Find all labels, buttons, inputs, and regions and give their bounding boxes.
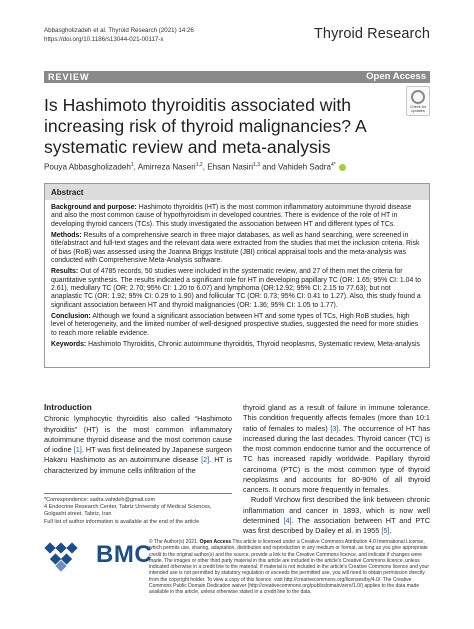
introduction-paragraph: Chronic lymphocytic thyroiditis also called “Hashimoto thyroiditis” (HT) is the most common inflammatory autoimmune thyroid disease and the most common cause of iodine [1]. HT was first delineated by Japanese surgeon Hakaru Hashimoto as an autoimmune disease [2]. HT is characterized by immune cells infiltration of the xyxy=(44,414,232,475)
right-column xyxy=(243,403,430,536)
abstract-heading: Abstract xyxy=(45,184,429,200)
citation-link[interactable]: [3] xyxy=(330,423,339,433)
correspondence-footnote: *Correspondence: sadra.vahideh@gmail.com 4 Endocrine Research Center, Tabriz University of Medical Sciences, Golgasht street, Tabriz, Iran Full list of author information is available at the end of the article xyxy=(44,493,232,526)
citation-link[interactable]: [4] xyxy=(283,515,292,525)
abstract-box xyxy=(44,183,430,368)
abstract-results: Results: Out of 4785 records, 50 studies were included in the systematic review, and 27 of them met the criteria for quantitative synthesis. The results indicated a significant role for HT in developing papillary TC (OR: 1.65; 95% CI: 1.04 to 2.61), medullary TC (OR: 2.70; 95% CI: 1.20 to 6.07) and lymphoma (OR:12.92; 95% CI: 2.15 to 77.63); but not anaplastic TC (OR: 1.92; 95% CI: 0.29 to 1.90) and follicular TC (OR: 0.73; 95% CI: 0.41 to 1.27). Also, this study found a significant association between HT and thyroid malignancies (OR: 1.36; 95% CI: 1.05 to 1.77). xyxy=(51,268,421,309)
citation-link[interactable]: [2] xyxy=(201,455,210,465)
author-name: Pouya Abbasgholizadeh xyxy=(44,162,131,172)
author-name: Vahideh Sadra xyxy=(278,162,331,172)
orcid-icon[interactable] xyxy=(339,164,346,171)
abstract-body xyxy=(45,200,429,350)
citation-link[interactable]: [1] xyxy=(73,445,82,454)
body-paragraph: thyroid gland as a result of failure in immune tolerance. This condition frequently affects females (more than 10:1 ratio of females to males) [3]. The occurrence of HT has increased during the last decades. Thyroid cancer (TC) is the most common endocrine tumor and the occurrence of TC has increased rapidly worldwide. Papillary thyroid carcinoma (PTC) is the most common type of thyroid neoplasms and accounts for 80-90% of all thyroid cancers. It occurs more frequently in females. xyxy=(243,403,430,494)
author-name: Amirreza Naseri xyxy=(137,162,196,172)
journal-name: Thyroid Research xyxy=(313,26,430,42)
article-title: Is Hashimoto thyroiditis associated with increasing risk of thyroid malignancies? A systematic review and meta-analysis xyxy=(44,95,366,157)
abstract-background: Background and purpose: Hashimoto thyroiditis (HT) is the most common inflammatory autoimmune thyroid disease and also the most common cause of hypothyroidism in developed countries. There is evidence of the role of HT in developing thyroid cancers (TCs). This study investigated the association between HT and different types of TCs. xyxy=(51,204,412,228)
author-name: Ehsan Nasiri xyxy=(207,162,254,172)
abstract-keywords: Keywords: Hashimoto Thyroiditis, Chronic autoimmune thyroiditis, Thyroid neoplasms, Systematic review, Meta-analysis xyxy=(51,341,420,349)
left-column xyxy=(44,403,232,476)
abstract-methods: Methods: Results of a comprehensive search in three major databases, as well as hand searching, were screened in title/abstract and full-text stages and the relevant data were extracted from the studies that met the inclusion criteria. Risk of bias (RoB) was assessed using the Joanna Briggs Institute (JBI) critical appraisal tools and the meta-analysis was conducted with Comprehensive Meta-Analysis software. xyxy=(51,232,420,265)
doi-link[interactable]: https://doi.org/10.1186/s13044-021-00117-x xyxy=(44,35,164,43)
license-text: © The Author(s) 2021. Open Access This article is licensed under a Creative Commons Attribution 4.0 International License, which permits use, sharing, adaptation, distribution and reproduction in any medium or format, as long as you give appropriate credit to the original author(s) and the source, provide a link to the Creative Commons licence, and indicate if changes were made. The images or other third party material in this article are included in the article's Creative Commons licence, unless indicated otherwise in a credit line to the material. If material is not included in the article's Creative Commons licence and your intended use is not permitted by statutory regulation or exceeds the permitted use, you will need to obtain permission directly from the copyright holder. To view a copy of this licence, visit http://creativecommons.org/licenses/by/4.0/. The Creative Commons Public Domain Dedication waiver (http://creativecommons.org/publicdomain/zero/1.0/) applies to the data made available in this article, unless otherwise stated in a credit line to the data. xyxy=(149,539,429,596)
open-access-label: Open Access xyxy=(366,71,426,82)
introduction-heading: Introduction xyxy=(44,403,92,412)
citation xyxy=(44,27,194,44)
refresh-icon xyxy=(411,90,425,104)
citation-line: Abbasgholizadeh et al. Thyroid Research (2021) 14:26 xyxy=(44,27,194,34)
check-for-updates-label: Check for updates xyxy=(409,105,427,114)
check-for-updates-button[interactable] xyxy=(406,86,430,116)
author-list: Pouya Abbasgholizadeh$^1$, Amirreza Naseri$^{1,2}$, Ehsan Nasiri$^{1,3}$ and Vahideh Sadra$^{4*}$ xyxy=(44,162,430,172)
article-type-bar xyxy=(44,71,430,83)
article-type-label: REVIEW xyxy=(48,72,90,82)
citation-link[interactable]: [5] xyxy=(381,526,390,535)
abstract-conclusion: Conclusion: Although we found a significant association between HT and some types of TCs, High RoB studies, high level of heterogeneity, and the limited number of well-designed prospective studies, suggested the need for more studies to reach more reliable evidence. xyxy=(51,313,419,337)
body-paragraph: Rudolf Virchow first described the link between chronic inflammation and cancer in 1893, which is now well determined [4]. The association between HT and PTC was first described by Dailey et al. in 1955 [5]. xyxy=(243,495,430,535)
publisher-name: BMC xyxy=(96,541,153,568)
